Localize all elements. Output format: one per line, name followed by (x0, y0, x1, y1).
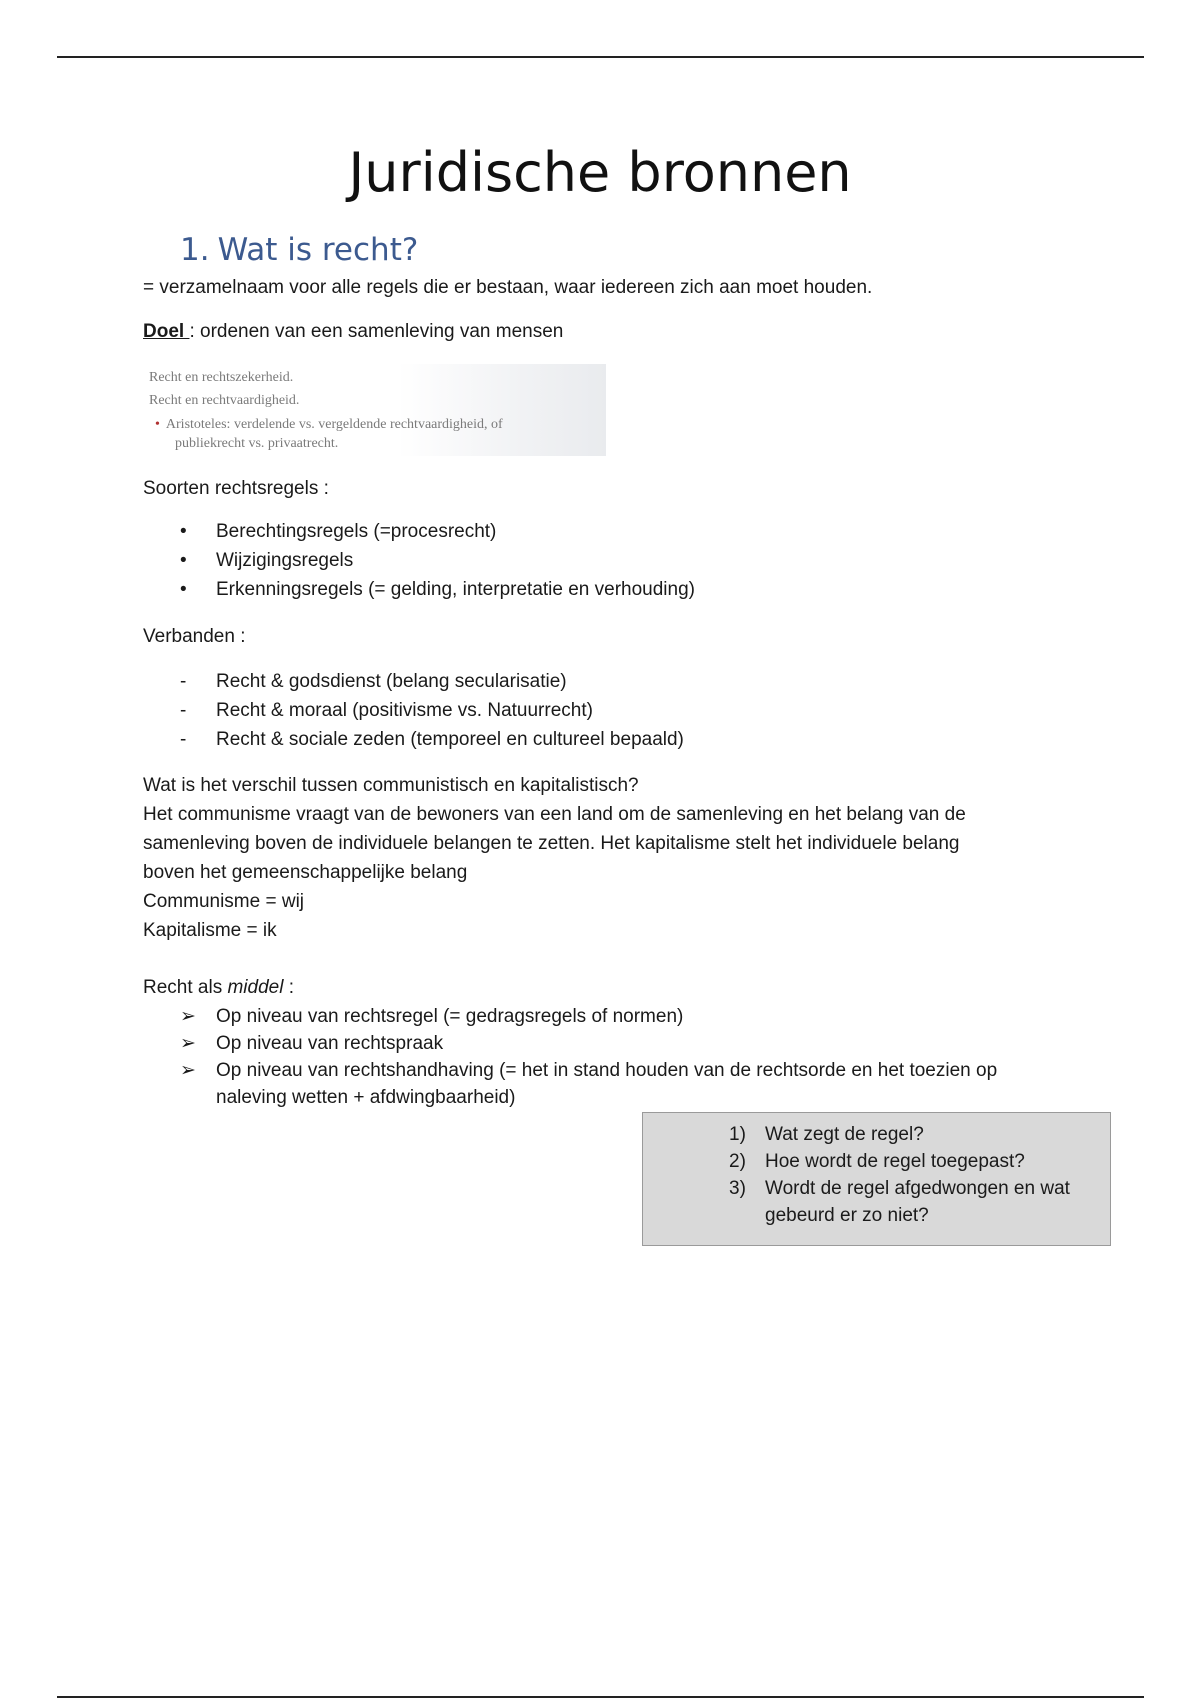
list-item-continuation: naleving wetten + afdwingbaarheid) (216, 1087, 516, 1108)
means-label-prefix: Recht als (143, 977, 228, 998)
connections-label: Verbanden : (143, 626, 246, 647)
list-item: Op niveau van rechtspraak (216, 1033, 444, 1054)
dash-icon: - (180, 671, 187, 692)
bullet-icon: • (180, 521, 187, 542)
comparison-paragraph-line: samenleving boven de individuele belangen te zetten. Het kapitalisme stelt het individuele belang (143, 833, 960, 854)
questions-box (642, 1112, 1111, 1246)
question-number: 3) (729, 1178, 746, 1199)
section-heading (180, 230, 418, 270)
goal-text: : ordenen van een samenleving van mensen (189, 321, 564, 342)
question-text: Hoe wordt de regel toegepast? (765, 1151, 1025, 1172)
snippet-line: Recht en rechtvaardigheid. (149, 393, 300, 408)
definition-text: = verzamelnaam voor alle regels die er bestaan, waar iedereen zich aan moet houden. (143, 277, 873, 298)
question-number: 2) (729, 1151, 746, 1172)
snippet-line: Recht en rechtszekerheid. (149, 370, 294, 385)
goal-line (143, 320, 563, 344)
means-label-italic: middel (227, 977, 284, 998)
snippet-bullet-line (155, 415, 503, 435)
list-item: Recht & moraal (positivisme vs. Natuurrecht) (216, 700, 593, 721)
question-number: 1) (729, 1124, 746, 1145)
list-item: Op niveau van rechtshandhaving (= het in stand houden van de rechtsorde en het toezien op (216, 1060, 998, 1081)
goal-label: Doel (143, 321, 190, 342)
question-text-continuation: gebeurd er zo niet? (765, 1205, 929, 1226)
means-label (143, 976, 294, 1000)
dash-icon: - (180, 729, 187, 750)
slide-snippet-image (143, 364, 606, 456)
snippet-line: publiekrecht vs. privaatrecht. (175, 436, 339, 451)
communism-line: Communisme = wij (143, 891, 305, 912)
list-item: Recht & godsdienst (belang secularisatie) (216, 671, 567, 692)
question-text: Wordt de regel afgedwongen en wat (765, 1178, 1070, 1199)
snippet-bullet-text: Aristoteles: verdelende vs. vergeldende rechtvaardigheid, of (165, 417, 503, 432)
rule-types-label: Soorten rechtsregels : (143, 478, 329, 499)
footer-rule (57, 1696, 1144, 1698)
red-bullet-icon: • (155, 417, 160, 432)
means-label-suffix: : (283, 977, 295, 998)
section-heading-text: Wat is recht? (217, 232, 419, 268)
list-item: Berechtingsregels (=procesrecht) (216, 521, 497, 542)
capitalism-line: Kapitalisme = ik (143, 920, 277, 941)
question-text: Wat zegt de regel? (765, 1124, 924, 1145)
bullet-icon: • (180, 579, 187, 600)
list-item: Wijzigingsregels (216, 550, 354, 571)
list-item: Recht & sociale zeden (temporeel en cultureel bepaald) (216, 729, 684, 750)
list-item: Op niveau van rechtsregel (= gedragsregels of normen) (216, 1006, 684, 1027)
page-title: Juridische bronnen (348, 141, 852, 204)
comparison-paragraph-line: Het communisme vraagt van de bewoners van een land om de samenleving en het belang van de (143, 804, 966, 825)
bullet-icon: • (180, 550, 187, 571)
comparison-question: Wat is het verschil tussen communistisch en kapitalistisch? (143, 775, 639, 796)
comparison-paragraph-line: boven het gemeenschappelijke belang (143, 862, 468, 883)
header-rule (57, 56, 1144, 58)
arrow-bullet-icon: ➢ (180, 1006, 196, 1027)
section-number: 1. (180, 232, 210, 268)
arrow-bullet-icon: ➢ (180, 1060, 196, 1081)
list-item: Erkenningsregels (= gelding, interpretatie en verhouding) (216, 579, 695, 600)
dash-icon: - (180, 700, 187, 721)
arrow-bullet-icon: ➢ (180, 1033, 196, 1054)
